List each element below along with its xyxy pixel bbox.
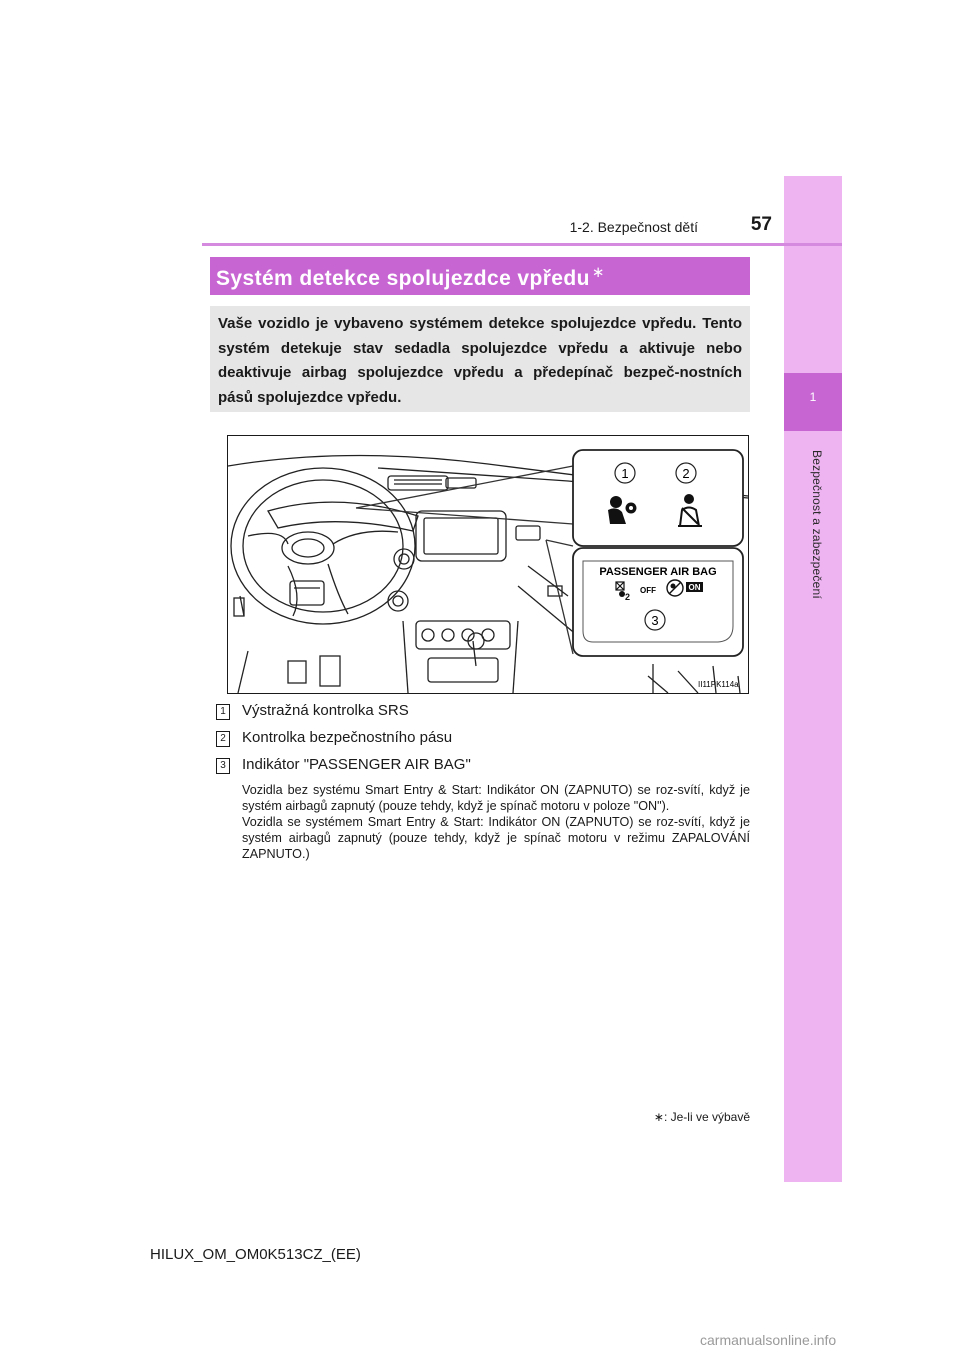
footnote xyxy=(590,1110,750,1124)
legend-text: Kontrolka bezpečnostního pásu xyxy=(242,729,453,746)
indicator-notes xyxy=(242,782,750,862)
document-code: HILUX_OM_OM0K513CZ_(EE) xyxy=(150,1246,361,1263)
indicator-off-label: OFF xyxy=(640,586,656,595)
figure-code: II11PK114a xyxy=(698,680,739,689)
legend-number: 3 xyxy=(216,758,230,774)
side-chapter-tab xyxy=(784,176,842,1182)
callout-passenger-airbag xyxy=(573,548,743,656)
callout-label-2: 2 xyxy=(682,466,690,481)
passenger-airbag-panel-label: PASSENGER AIR BAG xyxy=(599,566,717,578)
note-paragraph-smart-entry: Vozidla se systémem Smart Entry & Start: Indikátor ON (ZAPNUTO) se roz-svítí, když je systém airbagů zapnutý (pouze tehdy, když je spínač motoru v režimu ZAPALOVÁNÍ ZAPNUTO.) xyxy=(242,815,750,861)
legend-text: Výstražná kontrolka SRS xyxy=(242,702,409,719)
callout-label-3: 3 xyxy=(651,613,659,628)
intro-box: Vaše vozidlo je vybaveno systémem detekce spolujezdce vpředu. Tento systém detekuje stav sedadla spolujezdce vpředu a aktivuje nebo deaktivuje airbag spolujezdce vpředu a předepínač bezpeč-nostních pásů spolujezdce vpředu. xyxy=(210,306,750,412)
header-rule xyxy=(202,243,842,246)
legend-text: Indikátor "PASSENGER AIR BAG" xyxy=(242,756,471,773)
page-number: 57 xyxy=(750,214,772,235)
chapter-title: Bezpečnost a zabezpečení xyxy=(810,450,824,599)
svg-text:2: 2 xyxy=(625,592,631,602)
indicator-on-label: ON xyxy=(688,583,701,592)
legend-number: 2 xyxy=(216,731,230,747)
footnote-marker: ∗ xyxy=(653,1110,664,1124)
callout-warning-lights xyxy=(573,450,743,546)
chapter-number: 1 xyxy=(809,390,817,404)
footnote-text: : Je-li ve výbavě xyxy=(663,1110,750,1124)
section-title xyxy=(210,257,750,295)
dashboard-figure xyxy=(227,435,749,694)
watermark: carmanualsonline.info xyxy=(700,1332,837,1348)
section-title-text: Systém detekce spolujezdce vpředu xyxy=(216,267,590,290)
dashboard-illustration xyxy=(228,436,748,693)
callout-label-1: 1 xyxy=(621,466,629,481)
section-title-marker: ∗ xyxy=(591,264,605,281)
note-paragraph-no-smart-entry: Vozidla bez systému Smart Entry & Start: Indikátor ON (ZAPNUTO) se roz-svítí, když je systém airbagů zapnutý (pouze tehdy, když je spínač motoru v poloze "ON"). xyxy=(242,783,750,813)
running-header: 1-2. Bezpečnost dětí xyxy=(569,219,698,235)
legend-number: 1 xyxy=(216,704,230,720)
